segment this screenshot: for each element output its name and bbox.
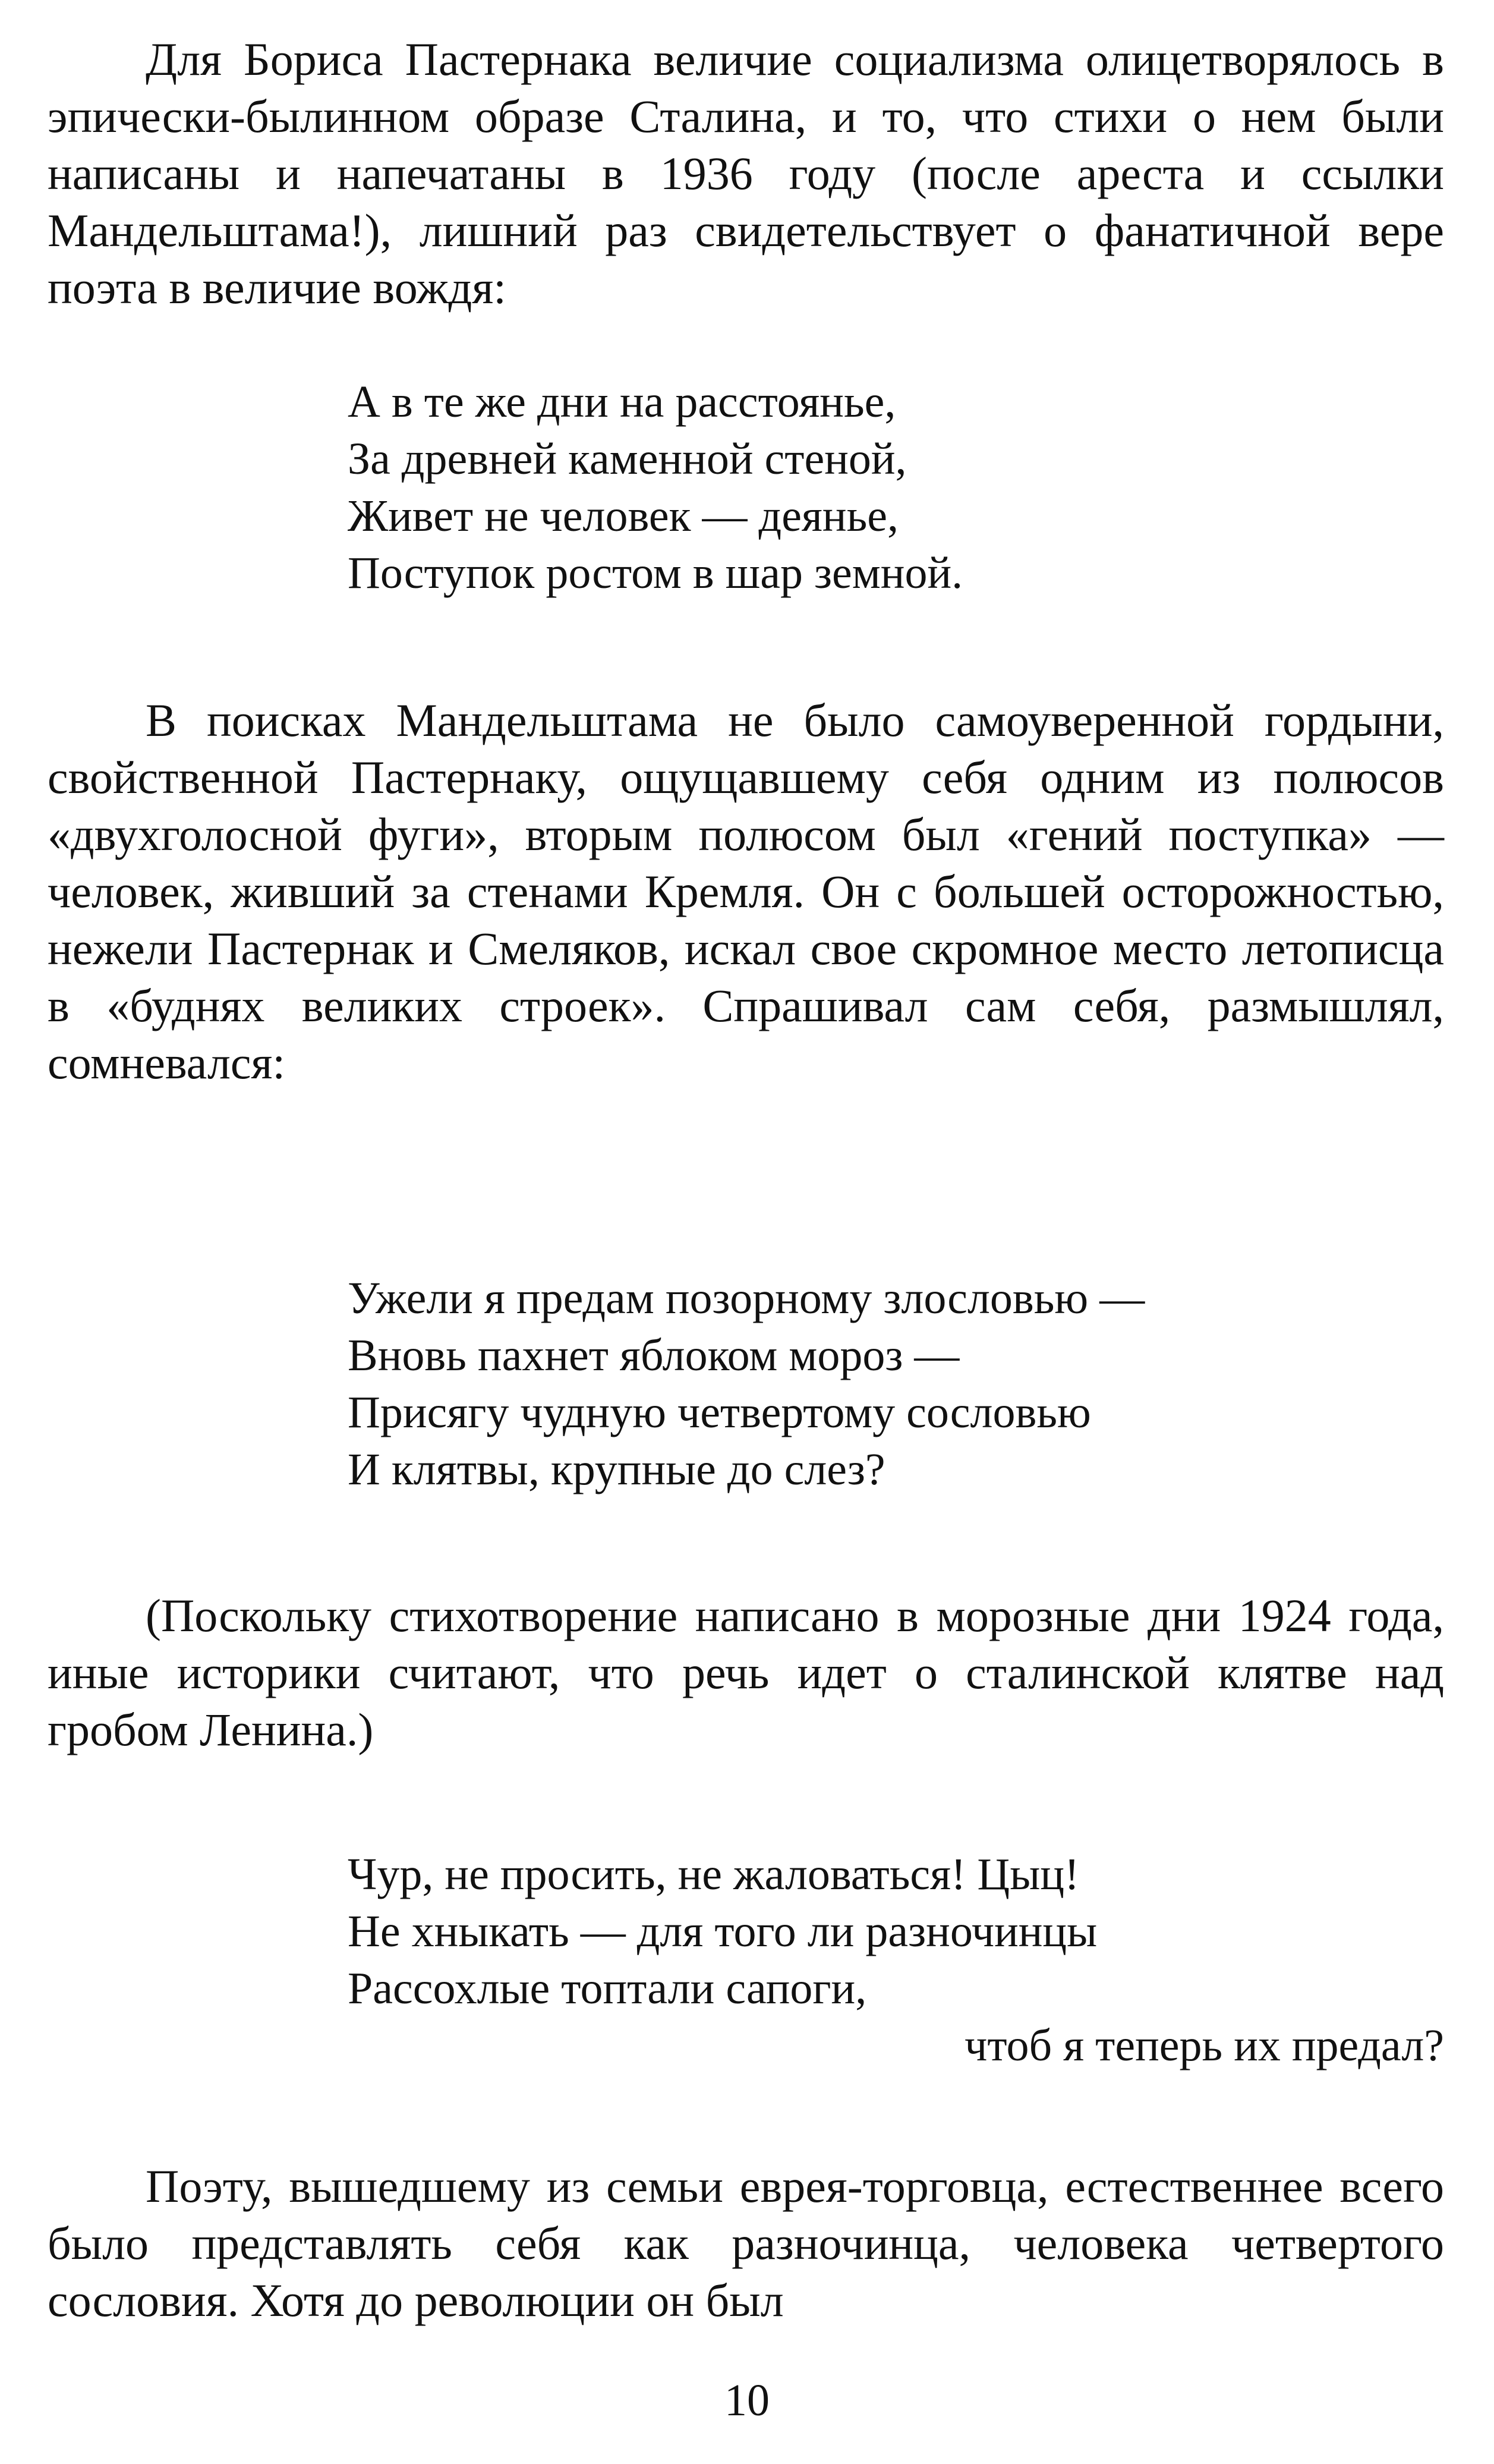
verse-line: Не хныкать — для того ли разночинцы — [348, 1906, 1098, 1956]
stanza-mandelstam-oath — [348, 1270, 1444, 1498]
verse-line: Поступок ростом в шар земной. — [348, 548, 963, 598]
verse-line: И клятвы, крупные до слез? — [348, 1445, 885, 1494]
stanza-raznochintsy — [348, 1846, 1444, 2074]
verse-line: Чур, не просить, не жаловаться! Цыц! — [348, 1849, 1080, 1899]
verse-line: Присягу чудную четвертому сословью — [348, 1387, 1091, 1437]
verse-line: Вновь пахнет яблоком мороз — — [348, 1330, 960, 1380]
paragraph-historians-note: (Поскольку стихотворение написано в морозные дни 1924 года, иные историки считают, что речь идет о сталинской клятве над гробом Ленина.) — [48, 1590, 1444, 1755]
verse-line: Живет не человек — деянье, — [348, 491, 899, 541]
paragraph-mandelstam-search: В поисках Мандельштама не было самоуверенной гордыни, свойственной Пастернаку, ощущавшему себя одним из полюсов «двухголосной фуги», вторым полюсом был «гений поступка» — человек, живший за стенами Кремля. Он с большей осторожностью, нежели Пастернак и Смеляков, искал свое скромное место летописца в «буднях великих строек». Спрашивал сам себя, размышлял, сомневался: — [48, 694, 1444, 1088]
verse-line: чтоб я теперь их предал? — [965, 2021, 1444, 2070]
verse-line: За древней каменной стеной, — [348, 434, 907, 484]
verse-line: Ужели я предам позорному злословью — — [348, 1273, 1145, 1323]
paragraph-poet-origin: Поэту, вышедшему из семьи еврея-торговца, естественнее всего было представлять себя как разночинца, человека четвертого сословия. Хотя до революции он был — [48, 2160, 1444, 2326]
paragraph-pasternak-stalin: Для Бориса Пастернака величие социализма олицетворялось в эпически-былинном образе Сталина, и то, что стихи о нем были написаны и напечатаны в 1936 году (после ареста и ссылки Мандельштама!), лишний раз свидетельствует о фанатичной вере поэта в величие вождя: — [48, 33, 1444, 313]
page-number: 10 — [724, 2375, 770, 2425]
verse-line: Рассохлые топтали сапоги, — [348, 1963, 867, 2013]
verse-line: А в те же дни на расстоянье, — [348, 377, 896, 427]
stanza-pasternak — [348, 373, 1444, 602]
